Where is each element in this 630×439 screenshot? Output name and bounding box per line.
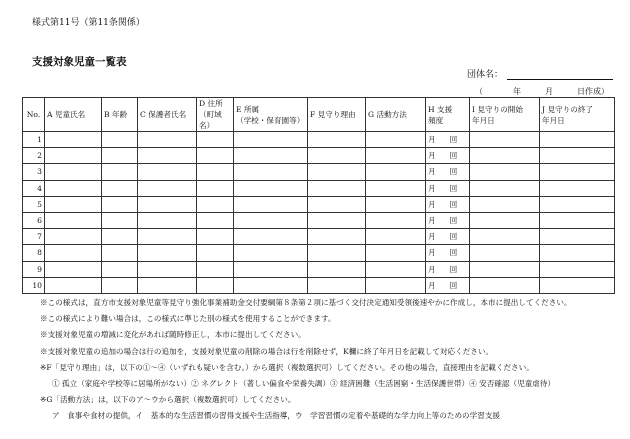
table-row: [23, 164, 615, 180]
cell-watch-end-date[interactable]: [540, 196, 615, 212]
cell-activity-method[interactable]: [366, 132, 426, 148]
header-no: No.: [23, 98, 45, 132]
date-open-paren: （: [475, 87, 483, 96]
cell-no: 6: [23, 212, 45, 228]
cell-watch-start-date[interactable]: [470, 212, 540, 228]
freq-month-label: 月: [428, 248, 436, 258]
creation-date-line: [475, 86, 609, 97]
cell-affiliation[interactable]: [234, 229, 308, 245]
cell-activity-method[interactable]: [366, 261, 426, 277]
cell-child-name[interactable]: [45, 164, 102, 180]
cell-watch-start-date[interactable]: [470, 196, 540, 212]
cell-age[interactable]: [102, 229, 138, 245]
cell-age[interactable]: [102, 180, 138, 196]
cell-address[interactable]: [197, 261, 234, 277]
cell-guardian-name[interactable]: [138, 261, 197, 277]
table-row: [23, 229, 615, 245]
cell-age[interactable]: [102, 277, 138, 293]
cell-child-name[interactable]: [45, 180, 102, 196]
freq-times-label: 回: [449, 183, 458, 193]
cell-support-frequency[interactable]: [426, 132, 470, 148]
cell-guardian-name[interactable]: [138, 277, 197, 293]
cell-no: 5: [23, 196, 45, 212]
note-4: ※支援対象児童の追加の場合は行の追加を，支援対象児童の削除の場合は行を削除せず，K欄に終了年月日を記載して対応ください。: [40, 346, 494, 356]
cell-watch-end-date[interactable]: [540, 229, 615, 245]
freq-month-label: 月: [428, 216, 436, 226]
cell-support-frequency[interactable]: [426, 245, 470, 261]
note-5: ※F「見守り理由」は，以下の①～④（いずれも疑いを含む。）から選択（複数選択可）してください。その他の場合，直接理由を記載ください。: [40, 362, 534, 372]
cell-activity-method[interactable]: [366, 229, 426, 245]
cell-watch-start-date[interactable]: [470, 164, 540, 180]
cell-watch-end-date[interactable]: [540, 277, 615, 293]
cell-watch-reason[interactable]: [308, 196, 366, 212]
cell-support-frequency[interactable]: [426, 277, 470, 293]
cell-watch-start-date[interactable]: [470, 229, 540, 245]
header-guardian-name: C 保護者氏名: [138, 98, 197, 132]
header-watch-start-date: I 見守りの開始 年月日: [470, 98, 540, 132]
table-row: [23, 132, 615, 148]
cell-address[interactable]: [197, 212, 234, 228]
cell-child-name[interactable]: [45, 148, 102, 164]
cell-watch-reason[interactable]: [308, 180, 366, 196]
cell-activity-method[interactable]: [366, 212, 426, 228]
note-1: ※この様式は，直方市支援対象児童等見守り強化事業補助金交付要綱第８条第２項に基づく交付決定通知受領後速やかに作成し，本市に提出してください。: [40, 298, 572, 307]
cell-no: 1: [23, 132, 45, 148]
cell-address[interactable]: [197, 180, 234, 196]
cell-guardian-name[interactable]: [138, 229, 197, 245]
cell-guardian-name[interactable]: [138, 148, 197, 164]
cell-watch-start-date[interactable]: [470, 245, 540, 261]
freq-times-label: 回: [449, 199, 458, 209]
cell-guardian-name[interactable]: [138, 212, 197, 228]
freq-month-label: 月: [428, 167, 436, 177]
cell-watch-end-date[interactable]: [540, 245, 615, 261]
cell-support-frequency[interactable]: [426, 229, 470, 245]
cell-affiliation[interactable]: [234, 148, 308, 164]
cell-no: 4: [23, 180, 45, 196]
note-6: ※G「活動方法」は，以下のア～ウから選択（複数選択可）してください。: [40, 395, 296, 405]
freq-month-label: 月: [428, 135, 436, 145]
table-row: [23, 148, 615, 164]
cell-support-frequency[interactable]: [426, 180, 470, 196]
note-3: ※支援対象児童の増減に変化があれば随時修正し，本市に提出してください。: [40, 330, 306, 340]
cell-affiliation[interactable]: [234, 212, 308, 228]
freq-times-label: 回: [449, 216, 458, 226]
cell-child-name[interactable]: [45, 245, 102, 261]
cell-watch-end-date[interactable]: [540, 164, 615, 180]
cell-watch-reason[interactable]: [308, 148, 366, 164]
date-day-created: 日作成）: [577, 87, 609, 96]
cell-watch-end-date[interactable]: [540, 261, 615, 277]
header-age: B 年齢: [102, 98, 138, 132]
date-year: 年: [513, 87, 521, 96]
cell-watch-end-date[interactable]: [540, 148, 615, 164]
cell-affiliation[interactable]: [234, 196, 308, 212]
table-header-row: [23, 98, 615, 132]
cell-watch-reason[interactable]: [308, 212, 366, 228]
table-row: [23, 261, 615, 277]
cell-activity-method[interactable]: [366, 196, 426, 212]
header-watch-reason: F 見守り理由: [308, 98, 366, 132]
cell-no: 7: [23, 229, 45, 245]
cell-guardian-name[interactable]: [138, 180, 197, 196]
cell-activity-method[interactable]: [366, 245, 426, 261]
date-month: 月: [545, 87, 553, 96]
cell-activity-method[interactable]: [366, 180, 426, 196]
cell-support-frequency[interactable]: [426, 212, 470, 228]
cell-watch-reason[interactable]: [308, 132, 366, 148]
cell-affiliation[interactable]: [234, 277, 308, 293]
cell-child-name[interactable]: [45, 261, 102, 277]
cell-affiliation[interactable]: [234, 245, 308, 261]
cell-watch-end-date[interactable]: [540, 132, 615, 148]
freq-times-label: 回: [449, 135, 458, 145]
freq-times-label: 回: [449, 232, 458, 242]
cell-address[interactable]: [197, 245, 234, 261]
freq-month-label: 月: [428, 183, 436, 193]
freq-month-label: 月: [428, 199, 436, 209]
header-support-frequency: H 支援 頻度: [426, 98, 470, 132]
cell-no: 3: [23, 164, 45, 180]
table-row: [23, 212, 615, 228]
header-activity-method: G 活動方法: [366, 98, 426, 132]
cell-age[interactable]: [102, 245, 138, 261]
freq-month-label: 月: [428, 264, 436, 274]
support-children-table: [22, 97, 615, 294]
cell-address[interactable]: [197, 148, 234, 164]
organization-name-field[interactable]: [467, 67, 613, 80]
cell-activity-method[interactable]: [366, 277, 426, 293]
cell-child-name[interactable]: [45, 277, 102, 293]
cell-support-frequency[interactable]: [426, 261, 470, 277]
cell-age[interactable]: [102, 132, 138, 148]
cell-no: 2: [23, 148, 45, 164]
cell-address[interactable]: [197, 132, 234, 148]
organization-label: 団体名：: [467, 70, 504, 80]
cell-no: 10: [23, 277, 45, 293]
cell-watch-end-date[interactable]: [540, 212, 615, 228]
note-2: ※この様式により難い場合は，この様式に準じた別の様式を使用することができます。: [40, 314, 336, 324]
cell-guardian-name[interactable]: [138, 196, 197, 212]
cell-activity-method[interactable]: [366, 148, 426, 164]
cell-address[interactable]: [197, 164, 234, 180]
cell-affiliation[interactable]: [234, 164, 308, 180]
header-watch-end-date: J 見守りの終了 年月日: [540, 98, 615, 132]
table-row: [23, 196, 615, 212]
page-title: 支援対象児童一覧表: [32, 56, 127, 68]
cell-address[interactable]: [197, 229, 234, 245]
cell-watch-start-date[interactable]: [470, 180, 540, 196]
cell-affiliation[interactable]: [234, 180, 308, 196]
cell-affiliation[interactable]: [234, 261, 308, 277]
freq-month-label: 月: [428, 151, 436, 161]
cell-address[interactable]: [197, 196, 234, 212]
cell-watch-reason[interactable]: [308, 164, 366, 180]
cell-affiliation[interactable]: [234, 132, 308, 148]
cell-child-name[interactable]: [45, 132, 102, 148]
note-reason-options: ① 孤立（家庭や学校等に居場所がない）② ネグレクト（著しい偏食や栄養失調）③ 経済困難（生活困窮・生活保護世帯）④ 安否確認（児童虐待）: [52, 379, 556, 389]
cell-activity-method[interactable]: [366, 164, 426, 180]
cell-age[interactable]: [102, 212, 138, 228]
cell-child-name[interactable]: [45, 229, 102, 245]
table-row: [23, 245, 615, 261]
form-number: 様式第11号（第11条関係）: [32, 18, 145, 28]
cell-no: 9: [23, 261, 45, 277]
cell-watch-start-date[interactable]: [470, 132, 540, 148]
cell-age[interactable]: [102, 148, 138, 164]
cell-guardian-name[interactable]: [138, 164, 197, 180]
cell-watch-start-date[interactable]: [470, 148, 540, 164]
freq-times-label: 回: [449, 151, 458, 161]
cell-watch-reason[interactable]: [308, 229, 366, 245]
cell-support-frequency[interactable]: [426, 148, 470, 164]
freq-times-label: 回: [449, 280, 458, 290]
cell-watch-start-date[interactable]: [470, 261, 540, 277]
notes-section: [40, 295, 572, 425]
cell-watch-start-date[interactable]: [470, 277, 540, 293]
freq-times-label: 回: [449, 248, 458, 258]
freq-times-label: 回: [449, 167, 458, 177]
cell-age[interactable]: [102, 261, 138, 277]
header-affiliation: E 所属 （学校・保育園等）: [234, 98, 308, 132]
freq-times-label: 回: [449, 264, 458, 274]
cell-child-name[interactable]: [45, 196, 102, 212]
cell-guardian-name[interactable]: [138, 132, 197, 148]
header-child-name: A 児童氏名: [45, 98, 102, 132]
cell-watch-reason[interactable]: [308, 277, 366, 293]
cell-watch-end-date[interactable]: [540, 180, 615, 196]
cell-address[interactable]: [197, 277, 234, 293]
cell-support-frequency[interactable]: [426, 196, 470, 212]
cell-no: 8: [23, 245, 45, 261]
freq-month-label: 月: [428, 232, 436, 242]
table-row: [23, 180, 615, 196]
cell-watch-reason[interactable]: [308, 261, 366, 277]
freq-month-label: 月: [428, 280, 436, 290]
cell-support-frequency[interactable]: [426, 164, 470, 180]
note-activity-options: ア 食事や食材の提供，イ 基本的な生活習慣の習得支援や生活指導，ウ 学習習慣の定着や基礎的な学力向上等のための学習支援: [52, 411, 501, 421]
cell-watch-reason[interactable]: [308, 245, 366, 261]
header-address: D 住所 （町域名）: [197, 98, 234, 132]
organization-underline: [507, 69, 613, 80]
cell-age[interactable]: [102, 196, 138, 212]
cell-guardian-name[interactable]: [138, 245, 197, 261]
cell-child-name[interactable]: [45, 212, 102, 228]
cell-age[interactable]: [102, 164, 138, 180]
table-row: [23, 277, 615, 293]
